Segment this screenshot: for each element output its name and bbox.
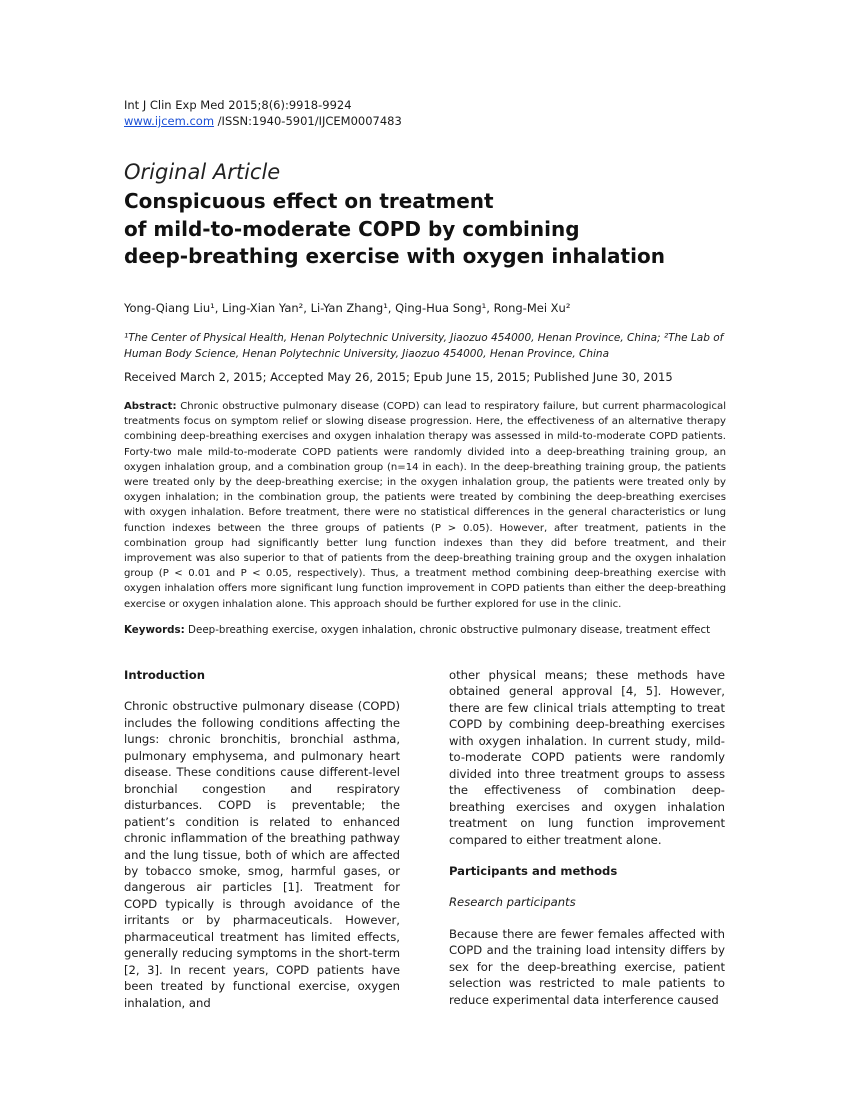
- journal-links: [124, 113, 402, 129]
- author-list: Yong-Qiang Liu¹, Ling-Xian Yan², Li-Yan Zhang¹, Qing-Hua Song¹, Rong-Mei Xu²: [124, 301, 571, 315]
- right-column: [449, 667, 725, 1023]
- issn-text: /ISSN:1940-5901/IJCEM0007483: [214, 114, 402, 128]
- abstract: [124, 399, 726, 612]
- journal-url-link[interactable]: www.ijcem.com: [124, 114, 215, 128]
- keywords-text: Deep-breathing exercise, oxygen inhalation, chronic obstructive pulmonary disease, treatment effect: [184, 624, 711, 636]
- article-title: [124, 188, 724, 271]
- methods-heading: Participants and methods: [449, 863, 618, 878]
- keywords-label: Keywords:: [124, 624, 185, 636]
- publication-dates: Received March 2, 2015; Accepted May 26, 2015; Epub June 15, 2015; Published June 30, 2015: [124, 370, 673, 384]
- title-line: Conspicuous effect on treatment: [124, 189, 494, 213]
- affiliations: ¹The Center of Physical Health, Henan Polytechnic University, Jiaozuo 454000, Henan Province, China; ²The Lab of Human Body Science, Henan Polytechnic University, Jiaozuo 454000, Henan Province, China: [124, 332, 724, 360]
- journal-header: [124, 97, 402, 129]
- keywords: [124, 624, 726, 636]
- abstract-label: Abstract:: [124, 401, 177, 412]
- title-line: deep-breathing exercise with oxygen inhalation: [124, 244, 665, 268]
- research-participants-subheading: Research participants: [449, 895, 576, 910]
- introduction-paragraph: Chronic obstructive pulmonary disease (COPD) includes the following conditions affecting the lungs: chronic bronchitis, bronchial asthma, pulmonary emphysema, and pulmonary heart disease. These conditions cause different-level bronchial congestion and respiratory disturbances. COPD is preventable; the patient’s condition is related to enhanced chronic inflammation of the breathing pathway and the lung tissue, both of which are affected by tobacco smoke, smog, harmful gases, or dangerous air particles [1]. Treatment for COPD typically is through avoidance of the irritants or by pharmaceuticals. However, pharmaceutical treatment has limited effects, generally reducing symptoms in the short-term [2, 3]. In recent years, COPD patients have been treated by functional exercise, oxygen inhalation, and: [124, 699, 400, 1010]
- journal-citation: Int J Clin Exp Med 2015;8(6):9918-9924: [124, 98, 352, 112]
- left-column: [124, 667, 400, 1026]
- abstract-text: Chronic obstructive pulmonary disease (COPD) can lead to respiratory failure, but current pharmacological treatments focus on symptom relief or slowing disease progression. Here, the effectiveness of an alternative therapy combining deep-breathing exercises and oxygen inhalation therapy was assessed in mild-to-moderate COPD patients. Forty-two male mild-to-moderate COPD patients were randomly divided into a deep-breathing training group, an oxygen inhalation group, and a combination group (n=14 in each). In the deep-breathing training group, the patients were treated only by the deep-breathing exercise; in the oxygen inhalation group, the patients were treated only by oxygen inhalation; in the combination group, the patients were treated by combining the deep-breathing exercises with oxygen inhalation. Before treatment, there were no statistical differences in the general characteristics or lung function indexes between the three groups of patients (P > 0.05). However, after treatment, patients in the combination group had significantly better lung function indexes than they did before treatment, and their improvement was also superior to that of patients from the deep-breathing training group and the oxygen inhalation group (P < 0.01 and P < 0.05, respectively). Thus, a treatment method combining deep-breathing exercise with oxygen inhalation offers more significant lung function improvement in COPD patients than either the deep-breathing exercise or oxygen inhalation alone. This approach should be further explored for use in the clinic.: [124, 401, 726, 610]
- introduction-heading: Introduction: [124, 668, 205, 682]
- title-line: of mild-to-moderate COPD by combining: [124, 216, 580, 241]
- article-type: Original Article: [124, 160, 281, 184]
- introduction-continued-paragraph: other physical means; these methods have obtained general approval [4, 5]. However, there are few clinical trials attempting to treat COPD by combining deep-breathing exercises with oxygen inhalation. In current study, mild-to-moderate COPD patients were randomly divided into three treatment groups to assess the effectiveness of combination deep-breathing exercises and oxygen inhalation treatment on lung function improvement compared to either treatment alone.: [449, 668, 725, 847]
- participants-paragraph: Because there are fewer females affected with COPD and the training load intensity differs by sex for the deep-breathing exercise, patient selection was restricted to male patients to reduce experimental data interference caused: [449, 926, 725, 1007]
